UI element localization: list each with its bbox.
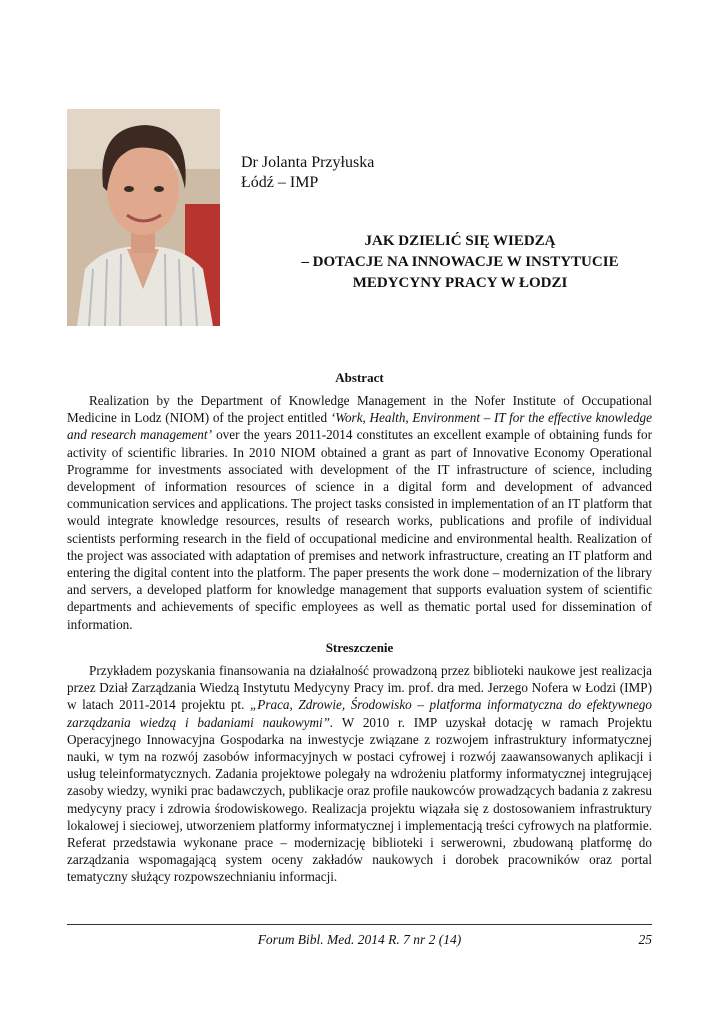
author-block bbox=[241, 153, 374, 193]
title-line-2: – DOTACJE NA INNOWACJE W INSTYTUCIE bbox=[301, 254, 619, 270]
author-portrait bbox=[67, 109, 220, 326]
streszczenie-heading: Streszczenie bbox=[325, 640, 394, 655]
streszczenie-text-b: W 2010 r. IMP uzyskał dotację w ramach Projektu Operacyjnego Innowacyjna Gospodarka na inwestycje związane z rozwojem infrastruktury informatycznej nauki, w tym na rozwój zasobów informacyjnych w postaci cyfrowej i rozwój zaawansowanych aplikacji i usług teleinformatycznych. Zadania projektowe polegały na wdrożeniu platformy informatycznej integrującej zasoby wiedzy, wyniki prac badawczych, publikacje oraz profile naukowców prowadzących badania z zakresu medycyny pracy i zdrowia środowiskowego. Realizacja projektu wiązała się z dostosowaniem infrastruktury lokalowej i sieciowej, utworzeniem platformy informatycznej i implementacją treści cyfrowych na platformie. Referat przedstawia wykonane prace – modernizację biblioteki i serwerowni, zbudowaną platformę do zarządzania wspomagającą system oceny zakładów naukowych i dorobek pracowników oraz portal tematyczny służący rozpowszechnianiu informacji. bbox=[67, 714, 652, 885]
article-title bbox=[270, 231, 650, 294]
abstract-project-title: ‘Work, Health, Environment – IT for the effective knowledge and research management’ bbox=[67, 410, 652, 443]
author-photo bbox=[67, 109, 220, 326]
journal-citation: Forum Bibl. Med. 2014 R. 7 nr 2 (14) bbox=[257, 932, 462, 947]
title-line-1: JAK DZIELIĆ SIĘ WIEDZĄ bbox=[364, 233, 556, 249]
page-number: 25 bbox=[638, 932, 652, 947]
streszczenie-text-a: Przykładem pozyskania finansowania na działalność prowadzoną przez biblioteki naukowe jest realizacja przez Dział Zarządzania Wiedzą Instytutu Medycyny Pracy im. prof. dra med. Jerzego Nofera w Łodzi (IMP) w latach 2011-2014 projektu pt. bbox=[67, 663, 652, 713]
abstract-paragraph bbox=[67, 392, 652, 633]
abstract-section bbox=[67, 370, 652, 633]
abstract-text-a: Realization by the Department of Knowledge Management in the Nofer Institute of Occupational Medicine in Lodz (NIOM) of the project entitled bbox=[67, 393, 652, 426]
footer-rule bbox=[67, 924, 652, 925]
streszczenie-paragraph bbox=[67, 662, 652, 886]
abstract-heading: Abstract bbox=[335, 370, 384, 385]
abstract-text-b: over the years 2011-2014 constitutes an excellent example of obtaining funds for activity of scientific libraries. In 2010 NIOM obtained a grant as part of Innovative Economy Operational Programme for investments associated with development of the IT infrastructure of science, including development of information resources of science in a digital form and development of advanced communication services and applications. The project tasks consisted in implementation of an IT platform that would integrate knowledge resources, results of research works, publications and profile of individual scientists performing research in the field of occupational medicine and environmental health. Realization of the project was associated with adaptation of premises and network infrastructure, creating an IT platform and entering the digital content into the platform. The paper presents the work done – modernization of the library and servers, a developed platform for knowledge management that supports evaluation system of scientific departments and achievements of specific employees as well as thematic portal used for dissemination of information. bbox=[67, 427, 652, 632]
author-name: Dr Jolanta Przyłuska bbox=[241, 154, 375, 171]
streszczenie-project-title: „Praca, Zdrowie, Środowisko – platforma informatyczna do efektywnego zarządzania wiedzą i badaniami naukowymi”. bbox=[67, 697, 652, 730]
author-affiliation: Łódź – IMP bbox=[241, 174, 319, 191]
title-line-3: MEDYCYNY PRACY W ŁODZI bbox=[352, 275, 568, 291]
streszczenie-section bbox=[67, 640, 652, 886]
